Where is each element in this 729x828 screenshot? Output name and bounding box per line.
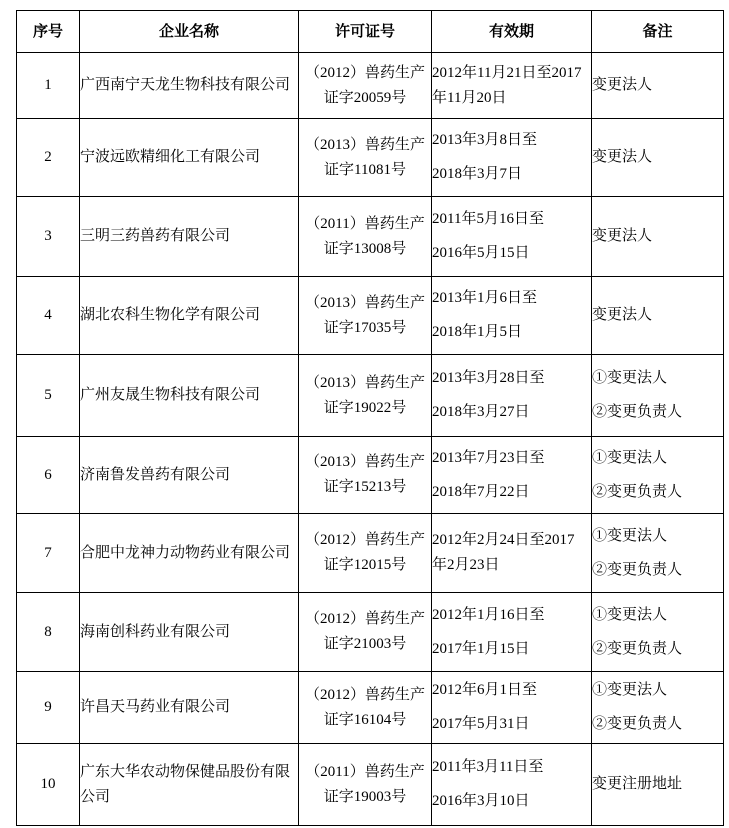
cell-text-line: 2016年5月15日 xyxy=(432,245,530,261)
cell-validity-period xyxy=(432,744,592,826)
cell-text-line: （2011）兽药生产 证字19003号 xyxy=(305,763,425,805)
cell-text-line: 2016年3月10日 xyxy=(432,793,530,809)
cell-text-line: 2012年6月1日至 xyxy=(432,682,538,698)
cell-text-line: 2017年5月31日 xyxy=(432,716,530,732)
cell-remark xyxy=(592,119,724,197)
header-cell-company-name: 企业名称 xyxy=(80,11,299,53)
cell-remark xyxy=(592,744,724,826)
cell-company-name xyxy=(80,355,299,437)
cell-text-line: 变更法人 xyxy=(592,77,653,93)
cell-remark xyxy=(592,593,724,672)
cell-text-line: ①变更法人 xyxy=(592,527,668,544)
cell-text-line: ②变更负责人 xyxy=(592,561,683,578)
cell-serial-number: 4 xyxy=(17,277,80,355)
cell-license-number xyxy=(299,437,432,514)
cell-validity-period xyxy=(432,53,592,119)
cell-text-line: （2011）兽药生产 证字13008号 xyxy=(305,215,425,257)
cell-serial-number: 3 xyxy=(17,197,80,277)
cell-validity-period xyxy=(432,355,592,437)
cell-license-number xyxy=(299,277,432,355)
table-row xyxy=(17,277,724,355)
cell-remark xyxy=(592,53,724,119)
cell-text-line: 2012年11月21日至2017 年11月20日 xyxy=(432,64,582,106)
cell-remark xyxy=(592,437,724,514)
cell-text-line: （2012）兽药生产 证字12015号 xyxy=(304,532,425,573)
cell-text-line: 2018年1月5日 xyxy=(432,324,523,340)
cell-license-number xyxy=(299,514,432,593)
cell-license-number xyxy=(299,53,432,119)
header-cell-serial-number: 序号 xyxy=(17,11,80,53)
cell-license-number xyxy=(299,355,432,437)
cell-company-name xyxy=(80,437,299,514)
cell-validity-period xyxy=(432,437,592,514)
cell-text-line: 三明三药兽药有限公司 xyxy=(80,228,231,244)
table-row xyxy=(17,53,724,119)
table-body xyxy=(17,53,724,826)
cell-serial-number: 8 xyxy=(17,593,80,672)
cell-license-number xyxy=(299,744,432,826)
cell-text-line: ①变更法人 xyxy=(592,606,668,623)
cell-serial-number: 2 xyxy=(17,119,80,197)
header-cell-license-number: 许可证号 xyxy=(299,11,432,53)
cell-text-line: （2012）兽药生产 证字20059号 xyxy=(304,64,425,106)
cell-serial-number: 10 xyxy=(17,744,80,826)
cell-license-number xyxy=(299,593,432,672)
cell-text-line: 广州友晟生物科技有限公司 xyxy=(80,387,261,403)
cell-company-name xyxy=(80,197,299,277)
cell-validity-period xyxy=(432,514,592,593)
cell-text-line: ①变更法人 xyxy=(592,449,668,466)
cell-text-line: 变更法人 xyxy=(592,228,653,244)
cell-remark xyxy=(592,277,724,355)
cell-text-line: 2013年3月28日至 xyxy=(432,370,545,386)
cell-company-name xyxy=(80,514,299,593)
cell-company-name xyxy=(80,593,299,672)
cell-validity-period xyxy=(432,593,592,672)
table-row xyxy=(17,672,724,744)
cell-validity-period xyxy=(432,277,592,355)
cell-text-line: 湖北农科生物化学有限公司 xyxy=(80,307,261,323)
cell-text-line: 2018年3月7日 xyxy=(432,166,523,182)
cell-text-line: 2013年1月6日至 xyxy=(432,290,538,306)
cell-text-line: （2012）兽药生产 证字21003号 xyxy=(304,611,425,652)
cell-serial-number: 6 xyxy=(17,437,80,514)
cell-text-line: 2017年1月15日 xyxy=(432,640,530,657)
cell-text-line: 2012年1月16日至 xyxy=(432,606,545,623)
cell-text-line: ②变更负责人 xyxy=(592,483,683,500)
cell-remark xyxy=(592,672,724,744)
cell-text-line: ②变更负责人 xyxy=(592,640,683,657)
cell-text-line: 合肥中龙神力动物药业有限公司 xyxy=(80,544,291,561)
cell-serial-number: 5 xyxy=(17,355,80,437)
cell-company-name xyxy=(80,53,299,119)
cell-text-line: 广东大华农动物保健品股份有限 公司 xyxy=(80,763,291,805)
cell-text-line: 2018年3月27日 xyxy=(432,404,530,420)
cell-text-line: 宁波远欧精细化工有限公司 xyxy=(80,149,261,165)
cell-text-line: ①变更法人 xyxy=(592,682,668,698)
cell-text-line: （2013）兽药生产 证字11081号 xyxy=(304,136,425,178)
cell-text-line: 变更法人 xyxy=(592,149,653,165)
cell-text-line: 2012年2月24日至2017 年2月23日 xyxy=(432,532,575,573)
license-table xyxy=(16,10,724,826)
cell-text-line: 2013年3月8日至 xyxy=(432,132,538,148)
cell-text-line: ②变更负责人 xyxy=(592,716,683,732)
cell-text-line: （2013）兽药生产 证字15213号 xyxy=(304,454,425,495)
table-row xyxy=(17,355,724,437)
table-row xyxy=(17,197,724,277)
cell-license-number xyxy=(299,672,432,744)
cell-serial-number: 9 xyxy=(17,672,80,744)
cell-license-number xyxy=(299,119,432,197)
cell-serial-number: 7 xyxy=(17,514,80,593)
cell-remark xyxy=(592,197,724,277)
cell-text-line: 许昌天马药业有限公司 xyxy=(80,699,231,715)
cell-company-name xyxy=(80,744,299,826)
cell-text-line: 2013年7月23日至 xyxy=(432,449,545,466)
cell-text-line: （2012）兽药生产 证字16104号 xyxy=(304,686,425,728)
cell-text-line: 变更注册地址 xyxy=(592,776,683,792)
cell-text-line: ①变更法人 xyxy=(592,370,668,386)
cell-text-line: ②变更负责人 xyxy=(592,404,683,420)
cell-text-line: （2013）兽药生产 证字17035号 xyxy=(304,294,425,336)
table-row xyxy=(17,744,724,826)
table-header-row xyxy=(17,11,724,53)
header-cell-remark: 备注 xyxy=(592,11,724,53)
cell-company-name xyxy=(80,672,299,744)
cell-validity-period xyxy=(432,119,592,197)
cell-remark xyxy=(592,514,724,593)
table-row xyxy=(17,119,724,197)
cell-text-line: 2011年3月11日至 xyxy=(432,759,544,775)
header-cell-validity-period: 有效期 xyxy=(432,11,592,53)
cell-text-line: 2018年7月22日 xyxy=(432,483,530,500)
cell-text-line: 海南创科药业有限公司 xyxy=(80,623,231,640)
cell-serial-number: 1 xyxy=(17,53,80,119)
cell-company-name xyxy=(80,119,299,197)
table-row xyxy=(17,593,724,672)
cell-text-line: （2013）兽药生产 证字19022号 xyxy=(304,374,425,416)
cell-text-line: 济南鲁发兽药有限公司 xyxy=(80,466,231,483)
cell-company-name xyxy=(80,277,299,355)
table-row xyxy=(17,514,724,593)
cell-license-number xyxy=(299,197,432,277)
cell-text-line: 广西南宁天龙生物科技有限公司 xyxy=(80,77,291,93)
cell-text-line: 变更法人 xyxy=(592,307,653,323)
cell-text-line: 2011年5月16日至 xyxy=(432,211,544,227)
cell-remark xyxy=(592,355,724,437)
table-row xyxy=(17,437,724,514)
cell-validity-period xyxy=(432,197,592,277)
cell-validity-period xyxy=(432,672,592,744)
